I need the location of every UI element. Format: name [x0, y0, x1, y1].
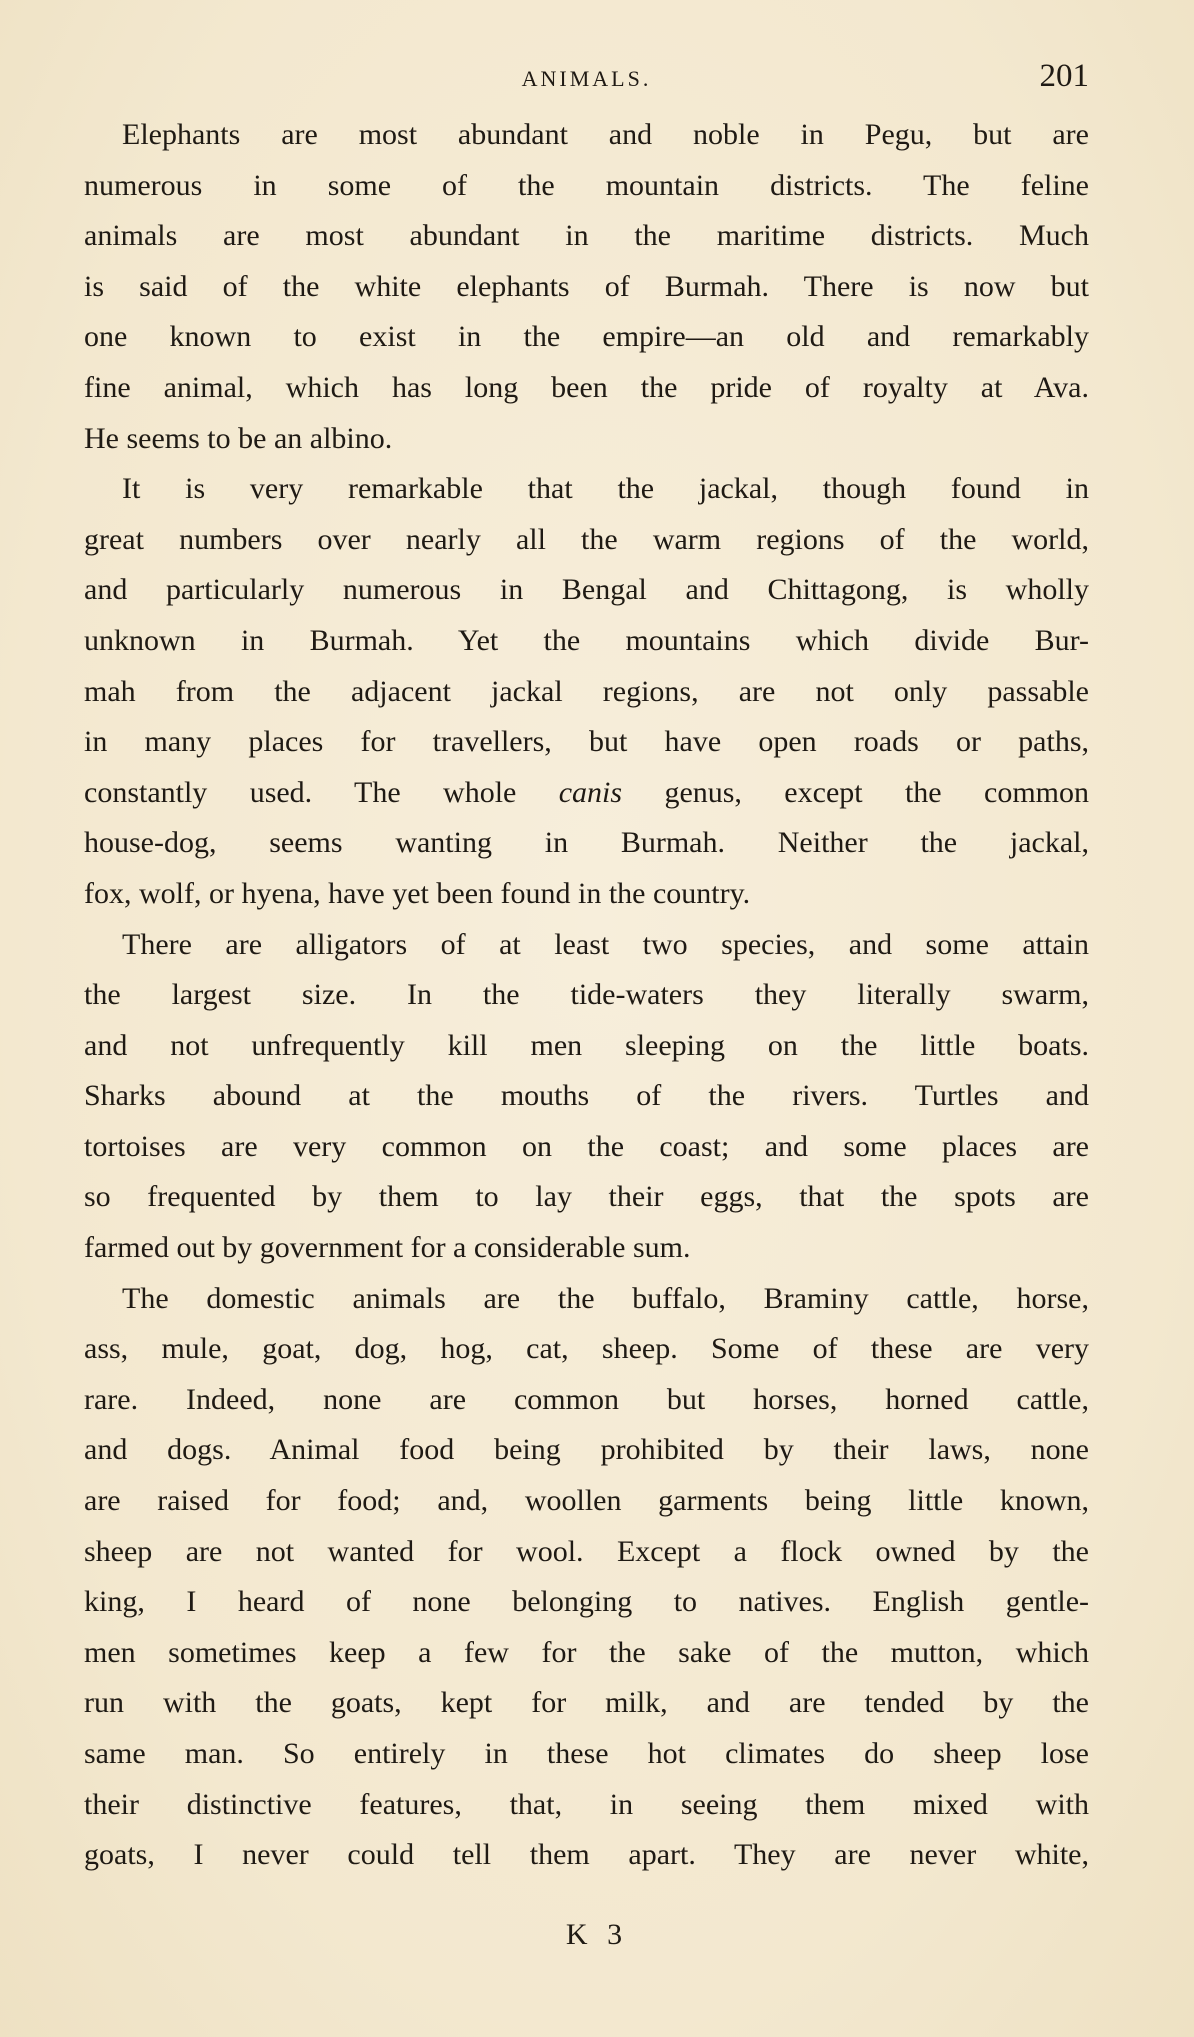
text-line: numerous in some of the mountain districts. The feline — [84, 168, 1089, 202]
paragraph — [84, 1274, 1089, 1881]
body-text — [84, 110, 1089, 1881]
text-line: sheep are not wanted for wool. Except a flock owned by the — [84, 1534, 1089, 1568]
text-line: the largest size. In the tide-waters they literally swarm, — [84, 978, 1089, 1012]
paragraph — [84, 464, 1089, 919]
text-line: Sharks abound at the mouths of the rivers. Turtles and — [84, 1079, 1089, 1113]
text-line: men sometimes keep a few for the sake of the mutton, which — [84, 1635, 1089, 1669]
text-line: goats, I never could tell them apart. They are never white, — [84, 1838, 1089, 1872]
text-line: constantly used. The whole canis genus, except the common — [84, 775, 1089, 809]
text-line: Elephants are most abundant and noble in Pegu, but are — [122, 118, 1089, 151]
text-line: He seems to be an albino. — [84, 421, 393, 455]
text-line: The domestic animals are the buffalo, Braminy cattle, horse, — [122, 1281, 1089, 1315]
genus-name: canis — [558, 775, 623, 809]
text-line: rare. Indeed, none are common but horses, horned cattle, — [84, 1382, 1089, 1416]
text-line: run with the goats, kept for milk, and are tended by the — [84, 1686, 1089, 1720]
text-line: unknown in Burmah. Yet the mountains which divide Bur- — [84, 623, 1089, 657]
text-line: same man. So entirely in these hot climates do sheep lose — [84, 1737, 1089, 1770]
text-line: their distinctive features, that, in seeing them mixed with — [84, 1787, 1089, 1821]
text-line: are raised for food; and, woollen garments being little known, — [84, 1484, 1089, 1518]
paragraph — [84, 110, 1089, 464]
text-line: so frequented by them to lay their eggs, that the spots are — [84, 1180, 1089, 1214]
paragraph — [84, 920, 1089, 1274]
text-line: in many places for travellers, but have open roads or paths, — [84, 725, 1089, 759]
text-line: ass, mule, goat, dog, hog, cat, sheep. Some of these are very — [84, 1332, 1089, 1366]
running-head — [84, 58, 1089, 98]
text-line: house-dog, seems wanting in Burmah. Neither the jackal, — [84, 826, 1089, 860]
text-line: tortoises are very common on the coast; and some places are — [84, 1129, 1089, 1163]
running-title: ANIMALS. — [521, 66, 652, 91]
text-line: one known to exist in the empire—an old and remarkably — [84, 320, 1089, 354]
text-line: is said of the white elephants of Burmah. There is now but — [84, 269, 1089, 303]
text-line: It is very remarkable that the jackal, though found in — [122, 472, 1089, 506]
text-line: animals are most abundant in the maritime districts. Much — [84, 219, 1089, 253]
text-line: farmed out by government for a considerable sum. — [84, 1231, 691, 1265]
text-line: and particularly numerous in Bengal and Chittagong, is wholly — [84, 573, 1089, 607]
text-line: mah from the adjacent jackal regions, are not only passable — [84, 674, 1089, 708]
text-line: great numbers over nearly all the warm regions of the world, — [84, 522, 1089, 556]
text-line: There are alligators of at least two species, and some attain — [122, 927, 1089, 961]
text-line: fine animal, which has long been the pride of royalty at Ava. — [84, 370, 1089, 404]
text-line: king, I heard of none belonging to natives. English gentle- — [84, 1585, 1089, 1619]
page-number: 201 — [1039, 58, 1089, 94]
signature-mark: K 3 — [565, 1918, 629, 1951]
text-line: and not unfrequently kill men sleeping on the little boats. — [84, 1028, 1089, 1062]
text-line: fox, wolf, or hyena, have yet been found in the country. — [84, 876, 751, 910]
text-line: and dogs. Animal food being prohibited by their laws, none — [84, 1433, 1089, 1467]
